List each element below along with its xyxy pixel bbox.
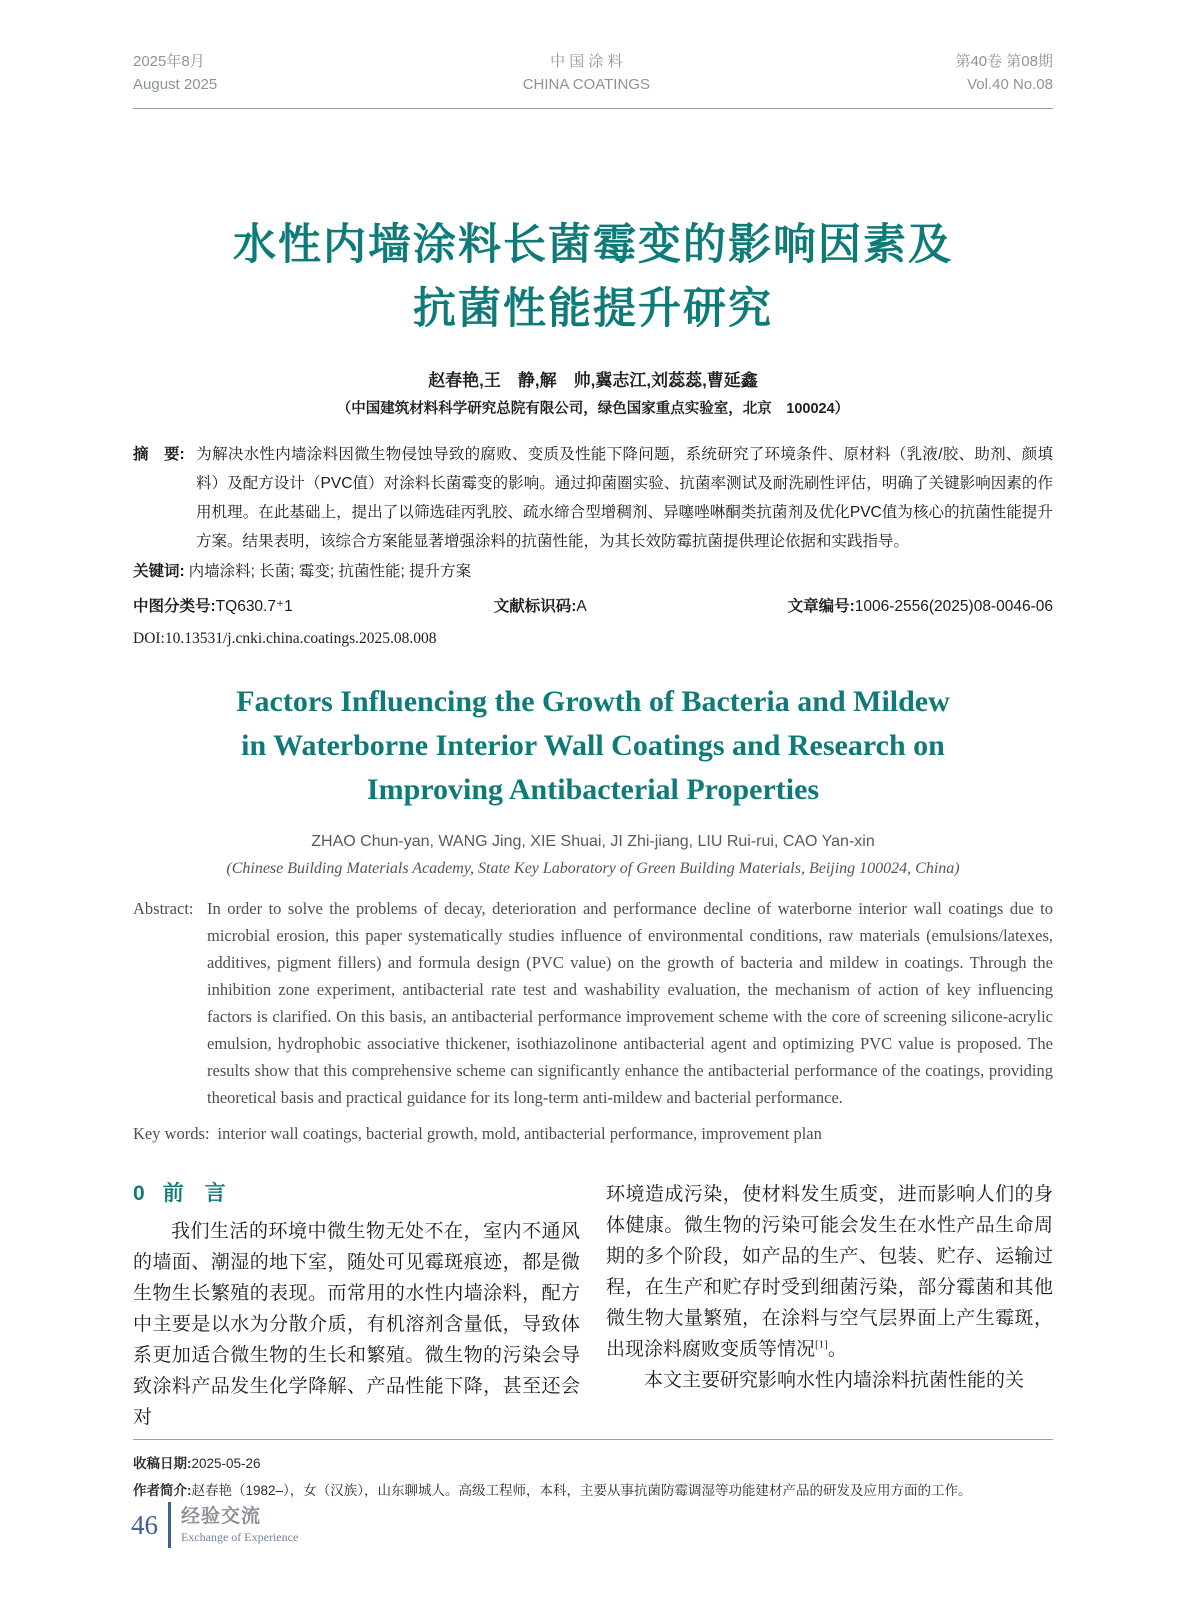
citation-ref-1: [1] xyxy=(815,1338,828,1351)
volume-issue-en: Vol.40 No.08 xyxy=(967,76,1053,93)
issue-date-en: August 2025 xyxy=(133,76,218,93)
intro-paragraph-right-text: 环境造成污染，使材料发生质变，进而影响人们的身体健康。微生物的污染可能会发生在水性产品生命周期的多个阶段，如产品的生产、包装、贮存、运输过程，在生产和贮存时受到细菌污染，部分霉菌和其他微生物大量繁殖，在涂料与空气层界面上产生霉斑，出现涂料腐败变质等情况 xyxy=(606,1184,1053,1360)
clc-value: TQ630.7⁺1 xyxy=(215,598,293,615)
abstract-zh-label: 摘 要: xyxy=(133,446,185,463)
article-title-en-line2: in Waterborne Interior Wall Coatings and Research on xyxy=(241,729,945,762)
article-title-zh-line2: 抗菌性能提升研究 xyxy=(413,285,773,333)
journal-name xyxy=(523,50,650,96)
issue-date-zh: 2025年8月 xyxy=(133,53,205,70)
doc-code-item xyxy=(494,595,587,619)
article-title-zh-line1: 水性内墙涂料长菌霉变的影响因素及 xyxy=(233,221,953,269)
volume-issue xyxy=(955,50,1053,96)
section-number: 0 xyxy=(133,1182,145,1205)
article-id-value: 1006-2556(2025)08-0046-06 xyxy=(854,598,1053,615)
clc-item xyxy=(133,595,293,619)
article-title-en-line3: Improving Antibacterial Properties xyxy=(366,773,820,806)
doc-code-label: 文献标识码: xyxy=(493,598,577,615)
intro-paragraph-right-end: 。 xyxy=(827,1339,847,1360)
intro-paragraph-right-2: 本文主要研究影响水性内墙涂料抗菌性能的关 xyxy=(644,1370,1025,1391)
keywords-en-label: Key words: xyxy=(133,1124,210,1143)
footer-column-en: Exchange of Experience xyxy=(181,1530,299,1544)
abstract-zh xyxy=(133,440,1053,556)
article-title-zh xyxy=(133,213,1053,341)
abstract-en-text: In order to solve the problems of decay, deterioration and performance decline of waterborne interior wall coatings due to microbial erosion, this paper systematically studies influence of environmental conditions, raw materials (emulsions/latexes, additives, pigment fillers) and formula design (PVC value) on the growth of bacteria and mildew in coatings. Through the inhibition zone experiment, antibacterial rate test and washability evaluation, the mechanism of action of key influencing factors is clarified. On this basis, an antibacterial performance improvement scheme with the core of screening silicone-acrylic emulsion, hydrophobic associative thickener, isothiazolinone antibacterial agent and optimizing PVC value is proposed. The results show that this comprehensive scheme can significantly enhance the antibacterial performance of the coatings, providing theoretical basis and practical guidance for its long-term anti-mildew and bacterial performance. xyxy=(207,899,1053,1107)
article-id-label: 文章编号: xyxy=(787,598,855,615)
doc-code-value: A xyxy=(576,598,587,615)
issue-date xyxy=(133,50,217,96)
keywords-en-text: interior wall coatings, bacterial growth, mold, antibacterial performance, improvement plan xyxy=(217,1124,822,1143)
footer-column-zh: 经验交流 xyxy=(181,1506,262,1527)
article-title-en-line1: Factors Influencing the Growth of Bacteria and Mildew xyxy=(236,685,950,718)
journal-name-en: CHINA COATINGS xyxy=(522,76,650,93)
affiliation-zh: （中国建筑材料科学研究总院有限公司，绿色国家重点实验室，北京 100024） xyxy=(336,401,850,417)
footer-column-title xyxy=(181,1505,298,1545)
article-title-en xyxy=(133,680,1053,812)
intro-paragraph-left: 我们生活的环境中微生物无处不在，室内不通风的墙面、潮湿的地下室，随处可见霉斑痕迹，都是微生物生长繁殖的表现。而常用的水性内墙涂料，配方中主要是以水为分散介质，有机溶剂含量低，导致体系更加适合微生物的生长和繁殖。微生物的污染会导致涂料产品发生化学降解、产品性能下降，甚至还会对 xyxy=(133,1221,580,1428)
page-content xyxy=(133,0,1053,1504)
author-bio-line xyxy=(133,1477,1053,1504)
author-bio-text: 赵春艳（1982–），女（汉族），山东聊城人。高级工程师，本科，主要从事抗菌防霉调湿等功能建材产品的研发及应用方面的工作。 xyxy=(191,1483,972,1498)
page-footer xyxy=(131,1502,298,1548)
article-id-item xyxy=(788,595,1053,619)
abstract-zh-text: 为解决水性内墙涂料因微生物侵蚀导致的腐败、变质及性能下降问题，系统研究了环境条件、原材料（乳液/胶、助剂、颜填料）及配方设计（PVC值）对涂料长菌霉变的影响。通过抑菌圈实验、抗菌率测试及耐洗刷性评估，明确了关键影响因素的作用机理。在此基础上，提出了以筛选硅丙乳胶、疏水缔合型增稠剂、异噻唑啉酮类抗菌剂及优化PVC值为核心的抗菌性能提升方案。结果表明，该综合方案能显著增强涂料的抗菌性能，为其长效防霉抗菌提供理论依据和实践指导。 xyxy=(196,446,1053,550)
clc-label: 中图分类号: xyxy=(133,598,216,615)
running-head xyxy=(133,0,1053,109)
footer-divider-bar xyxy=(168,1502,171,1548)
keywords-zh-label: 关键词: xyxy=(133,563,185,580)
authors-zh: 赵春艳,王 静,解 帅,冀志江,刘蕊蕊,曹延鑫 xyxy=(428,371,758,390)
authors-en: ZHAO Chun-yan, WANG Jing, XIE Shuai, JI Zhi-jiang, LIU Rui-rui, CAO Yan-xin xyxy=(311,833,875,850)
page-number: 46 xyxy=(131,1509,158,1540)
intro-paragraph-right xyxy=(606,1179,1053,1365)
journal-name-zh: 中 国 涂 料 xyxy=(550,53,623,70)
doi-line: DOI:10.13531/j.cnki.china.coatings.2025.08.008 xyxy=(133,630,437,647)
author-bio-label: 作者简介: xyxy=(133,1483,192,1498)
section-title: 前 言 xyxy=(162,1182,226,1205)
classification-row xyxy=(133,595,1053,619)
introduction-section xyxy=(133,1179,1053,1433)
received-date-label: 收稿日期: xyxy=(133,1456,192,1471)
right-column xyxy=(606,1179,1053,1433)
keywords-zh-text: 内墙涂料; 长菌; 霉变; 抗菌性能; 提升方案 xyxy=(188,563,472,580)
left-column xyxy=(133,1179,580,1433)
volume-issue-zh: 第40卷 第08期 xyxy=(955,53,1053,70)
keywords-zh xyxy=(133,557,1053,586)
footnote-block xyxy=(133,1439,1053,1504)
received-date-value: 2025-05-26 xyxy=(191,1456,261,1471)
abstract-en xyxy=(133,895,1053,1111)
abstract-en-label: Abstract: xyxy=(133,899,194,918)
affiliation-en: (Chinese Building Materials Academy, State Key Laboratory of Green Building Materials, Beijing 100024, China) xyxy=(226,860,960,877)
keywords-en xyxy=(133,1120,1053,1147)
received-date-line xyxy=(133,1450,1053,1477)
section-heading xyxy=(133,1179,580,1209)
